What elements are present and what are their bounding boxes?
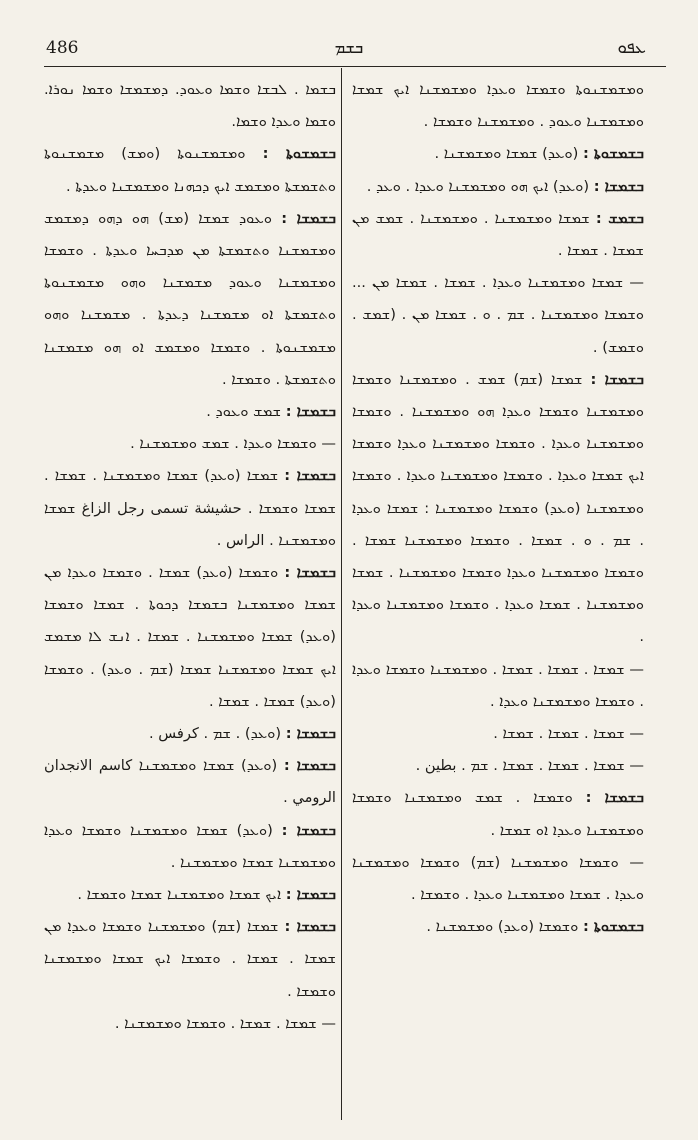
dictionary-entry: [44, 718, 336, 750]
dictionary-entry: [44, 203, 336, 396]
entry-text: — ܫܡܫܐ . ܫܡܫܐ . ܫܡܫܐ .: [493, 725, 644, 743]
dictionary-entry: [352, 74, 644, 138]
right-column: [352, 74, 644, 943]
entry-text: — ܘܫܡܫܐ ܘܡܫܡܫܢܐ (ܫܡ) ܘܫܡܫܐ ܘܡܫܡܫܢܐ ܘܥܕܐ . ܫܡܫܐ ܘܡܫܡܫܢܐ ܘܥܕܐ . ܘܫܡܫܐ .: [352, 853, 644, 904]
entry-headword: ܒܫܡܫܐ :: [284, 467, 337, 485]
dictionary-entry: [44, 138, 336, 202]
entry-text: ܘܡܫܡܫܢܘܬܐ ܘܫܡܫܐ ܘܥܕܐ ܘܡܫܡܫܢܐ ܐܝܟ ܫܡܫܐ ܘܡܫܡܫܢܐ ܘܥܘܕ . ܘܡܫܡܫܢܐ ܘܫܡܫܐ .: [352, 81, 644, 131]
dictionary-entry: [352, 847, 644, 911]
entry-text: ܫܡܫܐ (ܫܡ) ܘܡܫܡܫܢܐ ܘܫܡܫܐ ܘܥܕܐ ܡܢ ܫܡܫܐ . ܫܡܫܐ . ܘܫܡܫܐ ܐܝܟ ܫܡܫܐ ܘܡܫܡܫܢܐ ܘܫܡܫܐ .: [44, 918, 336, 1000]
entry-headword: ܒܫܡܫܐ :: [284, 564, 337, 582]
dictionary-entry: [44, 396, 336, 428]
entry-text: ܘܫܡܫܐ (ܘܥܕ) ܘܡܫܡܫܢܐ .: [426, 918, 579, 936]
entry-headword: ܒܫܡܫܐ :: [285, 403, 336, 421]
dictionary-entry: [352, 138, 644, 170]
column-divider: [341, 68, 342, 1120]
dictionary-entry: [352, 267, 644, 364]
dictionary-entry: [352, 203, 644, 267]
header-rule: [44, 66, 666, 67]
entry-text: (ܘܥܕ) ܫܡܫܐ ܘܡܫܡܫܢܐ .: [434, 145, 579, 163]
running-title: ܒܫܡ: [334, 38, 364, 57]
entry-text: — ܫܡܫܐ . ܫܡܫܐ . ܫܡܫܐ . ܘܡܫܡܫܢܐ ܘܫܡܫܐ ܘܥܕܐ . ܘܫܡܫܐ ܘܡܫܡܫܢܐ ܘܥܕܐ .: [352, 660, 644, 710]
entry-headword: ܒܫܡܫܘܬܐ :: [583, 145, 644, 163]
page-header: [0, 0, 698, 62]
entry-text: ܘܥܘܕ ܫܡܫܐ (ܡܫ) ܗܘ ܕܗܘ ܕܡܫܡܫ ܘܡܫܡܫܢܐ ܘܬܫܡܫܬܐ ܡܢ ܡܕܒܚܐ ܘܥܕܬܐ . ܘܫܡܫܐ ܘܡܫܡܫܢܐ ܘܥܘܕ ܡܫܡܫܢܐ ܘܗܘ ܡܫܡܫܢܘܬܐ ܘܬܫܡܫܬܐ ܐܘ ܡܫܡܫܢܐ ܕܥܕܬܐ . ܡܫܡܫܢܐ ܘܗܘ ܡܫܡܫܢܘܬܐ . ܘܫܡܫܐ ܘܡܫܡܫ ܐܘ ܗܘ ܡܫܡܫܢܐ ܘܬܫܡܫܬܐ . ܘܫܡܫܐ .: [44, 209, 336, 388]
entry-text: (ܘܥܕ) ܐܝܟ ܗܘ ܘܡܫܡܫܢܐ ܘܥܕܐ . ܘܥܕ .: [366, 177, 590, 195]
entry-headword: ܒܫܡܫܐ :: [283, 757, 336, 775]
dictionary-entry: [44, 74, 336, 138]
dictionary-entry: [352, 171, 644, 203]
dictionary-entry: [352, 750, 644, 782]
left-column: [44, 74, 336, 1040]
dictionary-entry: [44, 460, 336, 557]
entry-headword: ܒܫܡܫܐ :: [593, 177, 644, 195]
entry-text: (ܘܥܕ) ܫܡܫܐ ܘܡܫܡܫܢܐ ܘܫܡܫܐ ܘܥܕܐ ܘܡܫܡܫܢܐ ܫܡܫܐ ܘܡܫܡܫܢܐ .: [44, 821, 336, 871]
entry-text: ܘܡܫܡܫܢܘܬܐ (ܘܡܫ) ܡܫܡܫܢܘܬܐ ܘܬܫܡܫܬܐ ܘܡܫܡܫ ܐܝܟ ܕܟܗܢܐ ܘܡܫܡܫܢܐ ܘܥܕܬܐ .: [44, 145, 336, 195]
entry-text: ܘܫܡܫܐ . ܫܡܫ ܘܡܫܡܫܢܐ ܘܫܡܫܐ ܘܡܫܡܫܢܐ ܘܥܕܐ ܐܘ ܫܡܫܐ .: [352, 789, 644, 839]
entry-text: ܫܡܫܐ (ܫܡ) ܫܡܫ . ܘܡܫܡܫܢܐ ܘܫܡܫܐ ܘܡܫܡܫܢܐ ܘܫܡܫܐ ܘܥܕܐ ܗܘ ܘܡܫܡܫܢܐ . ܘܫܡܫܐ ܘܡܫܡܫܢܐ ܘܥܕܐ . ܘܫܡܫܐ ܘܡܫܡܫܢܐ ܘܥܕܐ ܘܫܡܫܐ ܐܝܟ ܫܡܫܐ ܘܥܕܐ . ܘܫܡܫܐ ܘܡܫܡܫܢܐ ܘܥܕܐ . ܘܫܡܫܐ ܘܡܫܡܫܢܐ (ܘܥܕ) ܘܫܡܫܐ ܘܡܫܡܫܢܐ : ܫܡܫܐ ܘܥܕܐ . ܫܡ . ܘ . ܫܡܫܐ . ܘܫܡܫܐ ܘܡܫܡܫܢܐ ܫܡܫܐ . ܘܫܡܫܐ ܘܡܫܡܫܢܐ ܘܥܕܐ ܘܫܡܫܐ ܘܡܫܡܫܢܐ . ܫܡܫܐ ܘܡܫܡܫܢܐ . ܫܡܫܐ ܘܥܕܐ . ܘܫܡܫܐ ܘܡܫܡܫܢܐ ܘܥܕܐ .: [352, 370, 644, 646]
entry-headword: ܒܫܡܫܘܬܐ :: [262, 145, 336, 163]
entry-text: (ܘܥܕ) ܫܡܫܐ ܘܡܫܡܫܢܐ كاسم الانجدان الرومي .: [44, 757, 336, 807]
entry-headword: ܒܫܡܫܐ :: [285, 725, 336, 743]
entry-headword: ܒܫܡܫܐ :: [285, 886, 336, 904]
dictionary-entry: [352, 654, 644, 718]
entry-text: (ܘܥܕ) . ܫܡ . كرفس .: [148, 725, 282, 743]
dictionary-entry: [352, 718, 644, 750]
page-number-right: ܥܦܘ: [617, 38, 646, 58]
entry-text: ܫܡܫ ܘܥܘܕ .: [206, 403, 282, 421]
entry-text: — ܫܡܫܐ . ܫܡܫܐ . ܘܫܡܫܐ ܘܡܫܡܫܢܐ .: [114, 1014, 336, 1032]
dictionary-entry: [44, 1008, 336, 1040]
dictionary-entry: [44, 557, 336, 718]
entry-text: — ܘܫܡܫܐ ܘܥܕܐ . ܫܡܫ ܘܡܫܡܫܢܐ .: [130, 435, 336, 453]
entry-text: — ܫܡܫܐ ܘܡܫܡܫܢܐ ܘܥܕܐ . ܫܡܫܐ . ܫܡܫܐ ܡܢ ... ܘܫܡܫܐ ܘܡܫܡܫܢܐ . ܫܡ . ܘ . ܫܡܫܐ ܡܢ . (ܫܡܫ . ܘܫܡܫ) .: [352, 274, 644, 356]
dictionary-entry: [44, 428, 336, 460]
entry-text: ܫܡܫܐ (ܘܥܕ) ܫܡܫܐ ܘܡܫܡܫܢܐ . ܫܡܫܐ . ܫܡܫܐ ܘܫܡܫܐ . حشيشة تسمى رجل الزاغ ܫܡܫܐ ܘܡܫܡܫܢܐ . الراس .: [44, 467, 336, 549]
dictionary-entry: [44, 879, 336, 911]
entry-headword: ܒܫܡܫܐ :: [585, 789, 645, 807]
entry-headword: ܒܫܡܫܐ :: [590, 370, 645, 388]
entry-text: — ܫܡܫܐ . ܫܡܫܐ . ܫܡܫܐ . ܫܡ . بطين .: [415, 757, 644, 775]
entry-headword: ܒܫܡܫܐ :: [281, 209, 337, 227]
page-number-left: 486: [46, 38, 79, 58]
entry-text: ܘܫܡܫܐ (ܘܥܕ) ܫܡܫܐ . ܘܫܡܫܐ ܘܥܕܐ ܡܢ ܫܡܫܐ ܘܡܫܡܫܢܐ ܒܫܡܫܐ ܕܟܘܬܐ . ܫܡܫܐ ܘܫܡܫܐ (ܘܥܕ) ܫܡܫܐ ܘܡܫܡܫܢܐ . ܫܡܫܐ . ܐܢܫ ܠܐ ܡܫܡܫ ܐܝܟ ܫܡܫܐ ܘܡܫܡܫܢܐ ܫܡܫܐ (ܫܡ . ܘܥܕ) . ܘܫܡܫܐ (ܘܥܕ) ܫܡܫܐ . ܫܡܫܐ .: [44, 564, 336, 710]
entry-text: ܐܝܟ ܫܡܫܐ ܘܡܫܡܫܢܐ ܫܡܫܐ ܘܫܡܫܐ .: [77, 886, 282, 904]
dictionary-entry: [44, 750, 336, 814]
dictionary-entry: [44, 911, 336, 1008]
dictionary-entry: [352, 364, 644, 654]
entry-headword: ܒܫܡܫܘܬܐ :: [583, 918, 644, 936]
dictionary-entry: [352, 911, 644, 943]
entry-headword: ܒܫܡܫ :: [595, 209, 645, 227]
dictionary-entry: [352, 782, 644, 846]
entry-text: ܫܡܫܐ ܘܡܫܡܫܢܐ . ܘܡܫܡܫܢܐ . ܫܡܫ ܡܢ ܫܡܫܐ . ܫܡܫܐ .: [352, 209, 644, 260]
entry-text: ܒܫܡܐ . ܠܒܫܐ ܘܫܡܐ ܘܥܘܕ. ܕܡܫܡܫܐ ܘܫܡܐ ܢܘܪܐ. ܘܫܡܐ ܘܥܕܐ ܘܫܡܐ.: [44, 81, 336, 131]
entry-headword: ܒܫܡܫܐ :: [284, 918, 337, 936]
entry-headword: ܒܫܡܫܐ :: [281, 821, 336, 839]
dictionary-entry: [44, 815, 336, 879]
